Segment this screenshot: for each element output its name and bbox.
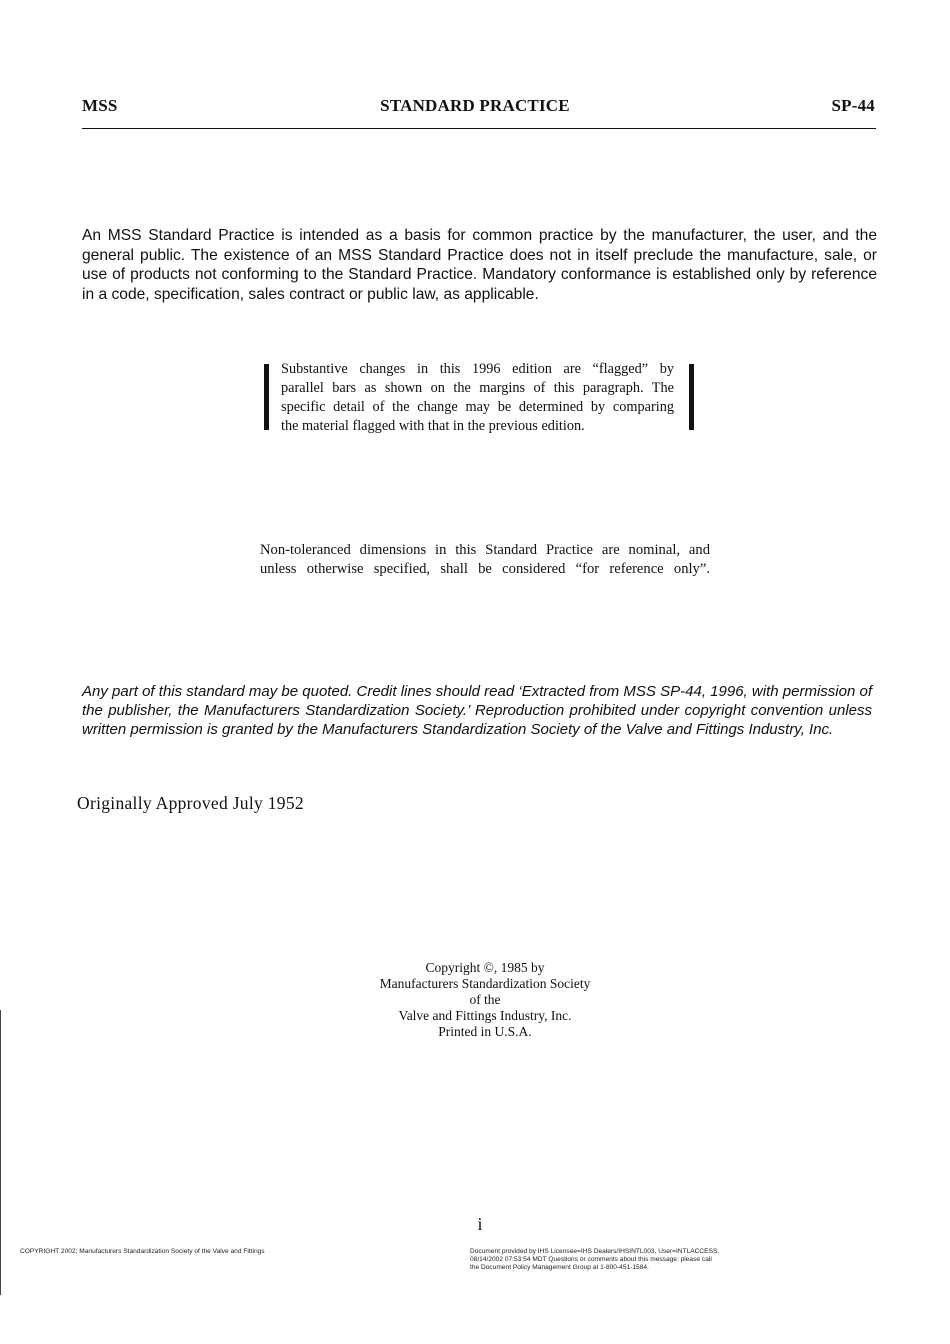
credit-paragraph: Any part of this standard may be quoted. Credit lines should read ‘Extracted from MSS SP-44, 1996, with permission of the publisher, the Manufacturers Standardization Society.’ Reproduction prohibited under copyright convention unless written permission is granted by the Manufacturers Standardization Society of the Valve and Fittings Industry, Inc. (82, 683, 872, 738)
approval-date: Originally Approved July 1952 (77, 793, 304, 813)
flagged-changes-note (264, 360, 694, 432)
footer-copyright: COPYRIGHT 2002; Manufacturers Standardization Society of the Valve and Fittings (20, 1248, 265, 1255)
flagged-note-text (281, 360, 674, 436)
nontoleranced-note-line: Non-toleranced dimensions in this Standard Practice are nominal, and (260, 542, 710, 558)
change-flag-bar-left (264, 364, 269, 430)
copyright-line: Copyright ©, 1985 by (425, 960, 545, 975)
header-rule (82, 128, 876, 129)
footer-license-line: the Document Policy Management Group at 1-800-451-1584. (470, 1264, 649, 1271)
flagged-note-line: parallel bars as shown on the margins of this paragraph. The (281, 380, 674, 396)
intro-paragraph: An MSS Standard Practice is intended as a basis for common practice by the manufacturer, the user, and the general public. The existence of an MSS Standard Practice does not in itself preclude the manufacture, sale, or use of products not conforming to the Standard Practice. Mandatory conformance is established only by reference in a code, specification, sales contract or public law, as applicable. (82, 227, 877, 303)
footer-license-line: Document provided by IHS Licensee=IHS Dealers/IHSINTL003, User=INTLACCESS, (470, 1248, 720, 1255)
footer-license-line: 08/14/2002 07:53:54 MDT Questions or comments about this message: please call (470, 1256, 712, 1263)
copyright-line: of the (469, 992, 501, 1007)
footer-license-notice (470, 1248, 810, 1272)
page-number: i (477, 1214, 483, 1234)
nontoleranced-note-line: unless otherwise specified, shall be considered “for reference only”. (260, 561, 710, 577)
copyright-line: Printed in U.S.A. (438, 1024, 532, 1039)
change-flag-bar-right (689, 364, 694, 430)
flagged-note-line: specific detail of the change may be determined by comparing (281, 399, 674, 415)
copyright-line: Manufacturers Standardization Society (379, 976, 591, 991)
flagged-note-line: the material flagged with that in the previous edition. (281, 418, 585, 434)
header-title: STANDARD PRACTICE (380, 96, 570, 115)
copyright-line: Valve and Fittings Industry, Inc. (398, 1008, 572, 1023)
flagged-note-line: Substantive changes in this 1996 edition are “flagged” by (281, 361, 674, 377)
header-left-label: MSS (82, 96, 118, 115)
scan-edge-line (0, 1010, 1, 1295)
nontoleranced-note (260, 541, 710, 579)
header-document-code: SP-44 (831, 96, 875, 115)
copyright-block (330, 960, 640, 1040)
